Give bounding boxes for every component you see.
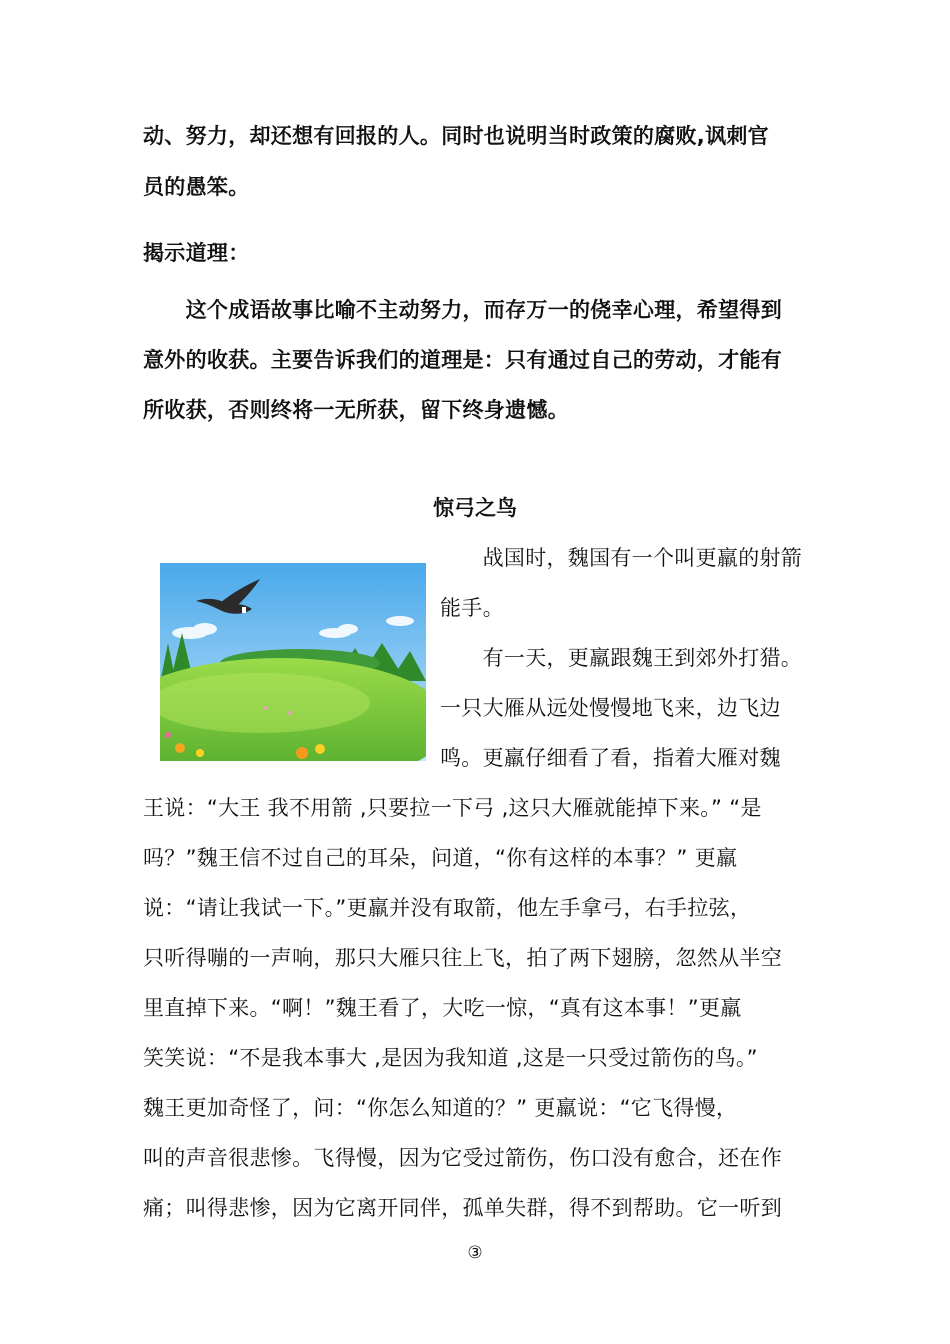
story-line: 里直掉下来。“啊！”魏王看了，大吃一惊，“真有这本事！”更羸 bbox=[143, 996, 742, 1020]
story-line: 魏王更加奇怪了，问：“你怎么知道的？” 更羸说：“它飞得慢， bbox=[143, 1096, 738, 1120]
story-line: 笑笑说：“不是我本事大 ,是因为我知道 ,这是一只受过箭伤的鸟。” bbox=[143, 1046, 758, 1070]
paragraph-line: 所收获，否则终将一无所获，留下终身遗憾。 bbox=[143, 398, 569, 422]
section-heading: 揭示道理： bbox=[143, 241, 250, 265]
goose-illustration bbox=[160, 563, 426, 761]
goose-over-meadow-icon bbox=[160, 563, 426, 761]
story-line: 能手。 bbox=[440, 596, 504, 620]
story-line: 一只大雁从远处慢慢地飞来，边飞边 bbox=[440, 696, 781, 720]
page-number: ③ bbox=[467, 1243, 483, 1263]
paragraph-line: 动、努力，却还想有回报的人。同时也说明当时政策的腐败,讽刺官 bbox=[143, 124, 769, 148]
story-line: 说：“请让我试一下。”更羸并没有取箭，他左手拿弓，右手拉弦， bbox=[143, 896, 752, 920]
story-line: 战国时，魏国有一个叫更羸的射箭 bbox=[440, 546, 803, 570]
story-line: 叫的声音很悲惨。飞得慢，因为它受过箭伤，伤口没有愈合，还在作 bbox=[143, 1146, 782, 1170]
story-line: 吗？”魏王信不过自己的耳朵，问道，“你有这样的本事？” 更羸 bbox=[143, 846, 738, 870]
story-line: 有一天，更羸跟魏王到郊外打猎。 bbox=[440, 646, 803, 670]
story-line: 王说：“大王 我不用箭 ,只要拉一下弓 ,这只大雁就能掉下来。” “是 bbox=[143, 796, 762, 820]
story-line: 痛；叫得悲惨，因为它离开同伴，孤单失群，得不到帮助。它一听到 bbox=[143, 1196, 782, 1220]
story-title: 惊弓之鸟 bbox=[433, 496, 517, 520]
paragraph-line: 员的愚笨。 bbox=[143, 175, 250, 199]
story-line: 只听得嘣的一声响，那只大雁只往上飞，拍了两下翅膀，忽然从半空 bbox=[143, 946, 782, 970]
story-line: 鸣。更羸仔细看了看，指着大雁对魏 bbox=[440, 746, 781, 770]
paragraph-line: 这个成语故事比喻不主动努力，而存万一的侥幸心理，希望得到 bbox=[143, 298, 782, 322]
paragraph-line: 意外的收获。主要告诉我们的道理是：只有通过自己的劳动，才能有 bbox=[143, 348, 782, 372]
